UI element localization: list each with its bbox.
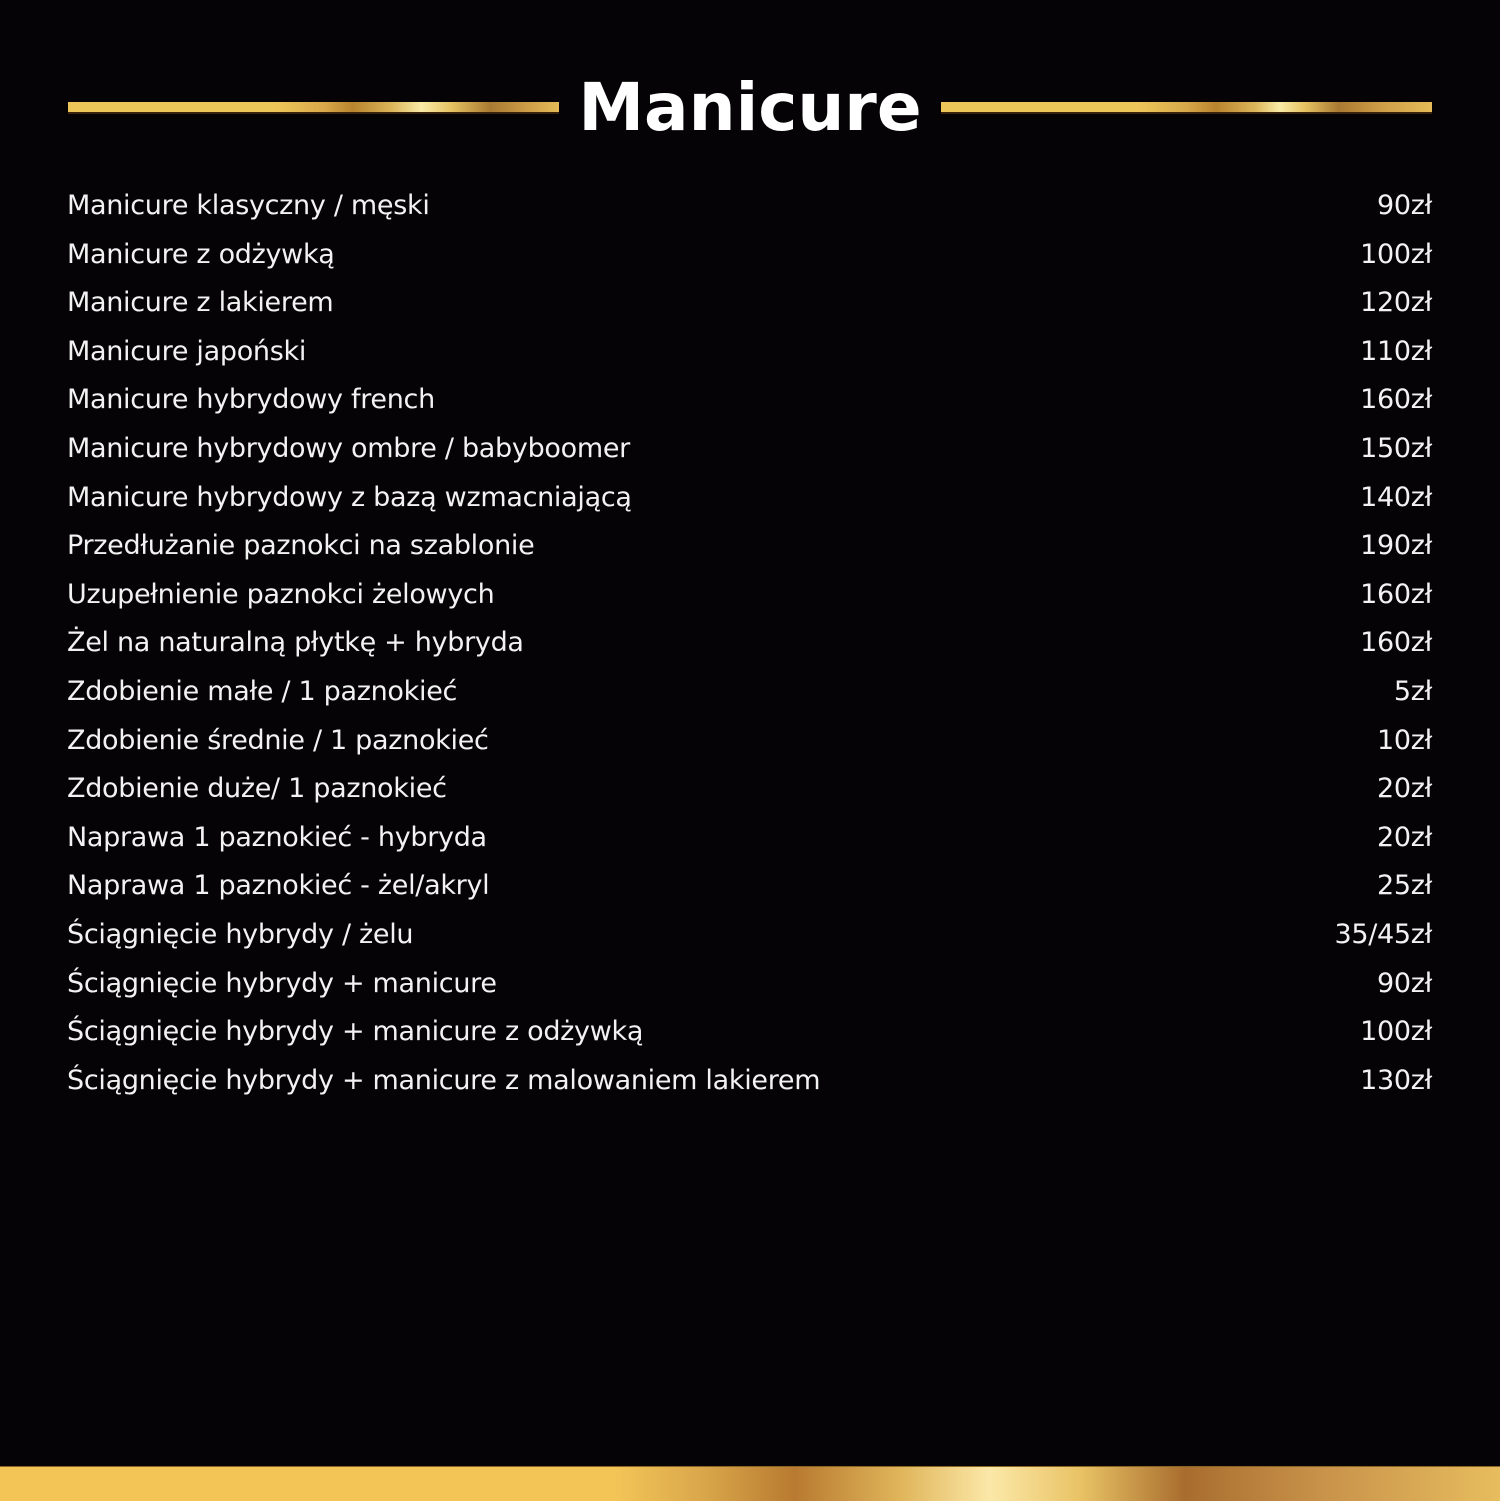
service-name: Zdobienie duże/ 1 paznokieć — [67, 773, 447, 805]
gold-divider-left — [68, 102, 559, 112]
service-price: 160zł — [1360, 384, 1432, 416]
price-row — [67, 522, 1432, 571]
price-row — [67, 571, 1432, 620]
service-price: 10zł — [1376, 724, 1432, 756]
price-row — [67, 960, 1432, 1009]
price-row — [67, 231, 1432, 280]
service-price: 120zł — [1360, 287, 1432, 319]
page-title: Manicure — [578, 69, 922, 146]
service-price: 20zł — [1376, 821, 1432, 853]
service-name: Naprawa 1 paznokieć - żel/akryl — [67, 870, 490, 902]
service-price: 90zł — [1376, 967, 1432, 999]
service-price: 35/45zł — [1334, 918, 1432, 950]
price-row — [67, 717, 1432, 766]
price-row — [67, 1008, 1432, 1057]
price-row — [67, 376, 1432, 425]
service-price: 140zł — [1360, 481, 1432, 513]
price-list — [67, 182, 1432, 1105]
price-row — [67, 814, 1432, 863]
service-name: Manicure hybrydowy ombre / babyboomer — [67, 432, 630, 464]
gold-footer-bar — [0, 1466, 1500, 1501]
service-price: 20zł — [1376, 773, 1432, 805]
service-price: 90zł — [1376, 190, 1432, 221]
service-name: Ściągnięcie hybrydy + manicure — [67, 967, 497, 999]
service-name: Naprawa 1 paznokieć - hybryda — [67, 821, 487, 853]
service-name: Manicure hybrydowy z bazą wzmacniającą — [67, 481, 632, 513]
price-row — [67, 668, 1432, 717]
service-price: 25zł — [1376, 870, 1432, 902]
service-price: 160zł — [1360, 578, 1432, 610]
price-row — [67, 279, 1432, 328]
price-row — [67, 862, 1432, 911]
header — [0, 60, 1500, 155]
service-price: 5zł — [1393, 675, 1432, 707]
price-row — [67, 328, 1432, 377]
service-name: Manicure klasyczny / męski — [67, 190, 430, 221]
price-row — [67, 425, 1432, 474]
price-row — [67, 765, 1432, 814]
gold-divider-right — [941, 102, 1432, 112]
service-name: Manicure japoński — [67, 335, 307, 367]
service-price: 160zł — [1360, 627, 1432, 659]
price-row — [67, 182, 1432, 231]
price-row — [67, 474, 1432, 523]
service-name: Zdobienie małe / 1 paznokieć — [67, 675, 458, 707]
price-row — [67, 1057, 1432, 1106]
service-price: 150zł — [1360, 432, 1432, 464]
price-row — [67, 911, 1432, 960]
service-name: Ściągnięcie hybrydy + manicure z odżywką — [67, 1016, 644, 1048]
service-price: 110zł — [1360, 335, 1432, 367]
service-price: 100zł — [1360, 1016, 1432, 1048]
service-price: 130zł — [1360, 1064, 1432, 1096]
service-name: Manicure z lakierem — [67, 287, 334, 319]
service-name: Żel na naturalną płytkę + hybryda — [67, 627, 524, 659]
service-name: Zdobienie średnie / 1 paznokieć — [67, 724, 489, 756]
service-name: Manicure z odżywką — [67, 238, 335, 270]
service-name: Ściągnięcie hybrydy / żelu — [67, 918, 414, 950]
service-name: Ściągnięcie hybrydy + manicure z malowaniem lakierem — [67, 1064, 821, 1096]
service-name: Uzupełnienie paznokci żelowych — [67, 578, 495, 610]
service-name: Manicure hybrydowy french — [67, 384, 435, 416]
service-price: 100zł — [1360, 238, 1432, 270]
service-price: 190zł — [1360, 530, 1432, 562]
price-row — [67, 619, 1432, 668]
service-name: Przedłużanie paznokci na szablonie — [67, 530, 535, 562]
